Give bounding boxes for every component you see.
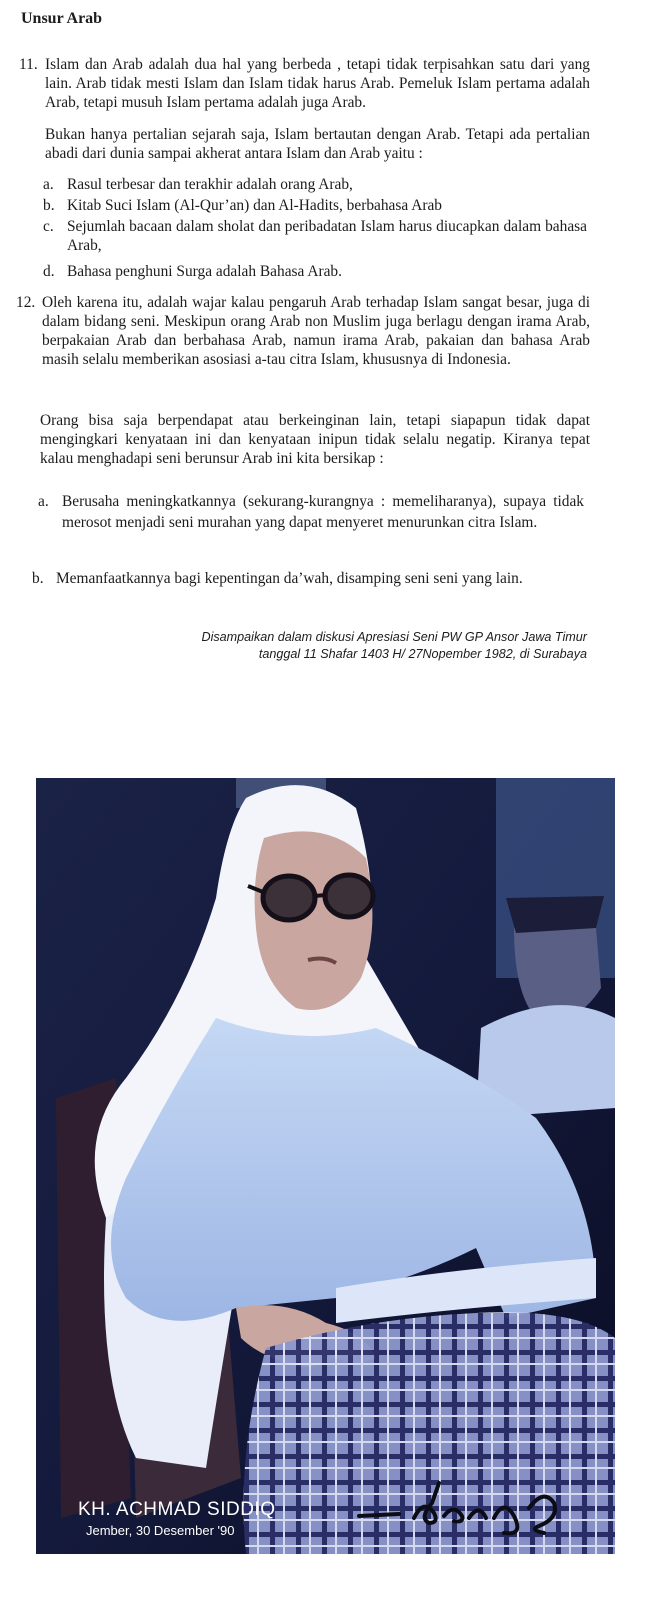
paragraph-number-11: 11.: [19, 56, 38, 73]
list-item-letter: b.: [32, 570, 44, 587]
list-item: [43, 262, 587, 281]
list-item-text: Sejumlah bacaan dalam sholat dan peribadatan Islam harus diucapkan dalam bahasa Arab,: [67, 218, 587, 254]
paragraph-11-text: Islam dan Arab adalah dua hal yang berbeda , tetapi tidak terpisahkan satu dari yang lain. Arab tidak mesti Islam dan Islam tidak harus Arab. Pemeluk Islam pertama adalah Arab, tetapi musuh Islam pertama adalah juga Arab.: [45, 56, 590, 111]
list-item-text: Bahasa penghuni Surga adalah Bahasa Arab.: [67, 263, 342, 280]
list-item: [43, 175, 587, 194]
list-item-letter: a.: [38, 493, 49, 510]
page-title: Unsur Arab: [21, 10, 103, 27]
paragraph-12-continued-text: Orang bisa saja berpendapat atau berkeinginan lain, tetapi siapapun tidak dapat mengingkari kenyataan ini dan kenyataan inipun tidak selalu negatip. Kiranya tepat kalau menghadapi seni berunsur Arab ini kita bersikap :: [40, 412, 590, 467]
paragraph-number-12: 12.: [16, 294, 36, 311]
paragraph-11-continued-text: Bukan hanya pertalian sejarah saja, Islam bertautan dengan Arab. Tetapi ada pertalian abadi dari dunia sampai akherat antara Islam dan Arab yaitu :: [45, 126, 590, 162]
paragraph-12-text: Oleh karena itu, adalah wajar kalau pengaruh Arab terhadap Islam sangat besar, juga di dalam bidang seni. Meskipun orang Arab non Muslim juga berlagu dengan irama Arab, berpakaian Arab dan berbahasa Arab, namun irama Arab, pakaian dan bahasa Arab masih selalu memberikan asosiasi a-tau citra Islam, khususnya di Indonesia.: [42, 294, 590, 368]
list-item: [38, 491, 584, 533]
list-item: [32, 568, 581, 589]
portrait-illustration: [36, 778, 615, 1554]
list-item: [43, 217, 587, 255]
paragraph-12-continued: [40, 411, 590, 468]
list-item-text: Kitab Suci Islam (Al-Qur’an) dan Al-Hadits, berbahasa Arab: [67, 197, 442, 214]
attribution-line-1: Disampaikan dalam diskusi Apresiasi Seni PW GP Ansor Jawa Timur: [201, 630, 587, 644]
attribution-line-2: tanggal 11 Shafar 1403 H/ 27Nopember 1982, di Surabaya: [258, 647, 587, 661]
list-item-letter: d.: [43, 263, 55, 280]
list-item-letter: a.: [43, 176, 54, 193]
list-item-text: Memanfaatkannya bagi kepentingan da’wah, disamping seni seni yang lain.: [56, 570, 523, 587]
photo-caption-date: Jember, 30 Desember '90: [86, 1523, 235, 1538]
portrait-photo: [36, 778, 615, 1554]
list-item-text: Berusaha meningkatkannya (sekurang-kurangnya : memeliharanya), supaya tidak merosot menjadi seni murahan yang dapat menyeret menurunkan citra Islam.: [62, 493, 584, 531]
paragraph-12: [16, 293, 590, 369]
paragraph-11: [19, 55, 590, 112]
signature: [354, 1478, 574, 1538]
photo-caption-name: KH. ACHMAD SIDDIQ: [78, 1499, 276, 1520]
list-item-letter: b.: [43, 197, 55, 214]
paragraph-11-continued: [45, 125, 590, 163]
list-item-text: Rasul terbesar dan terakhir adalah orang Arab,: [67, 176, 353, 193]
list-item: [43, 196, 587, 215]
list-item-letter: c.: [43, 218, 54, 235]
